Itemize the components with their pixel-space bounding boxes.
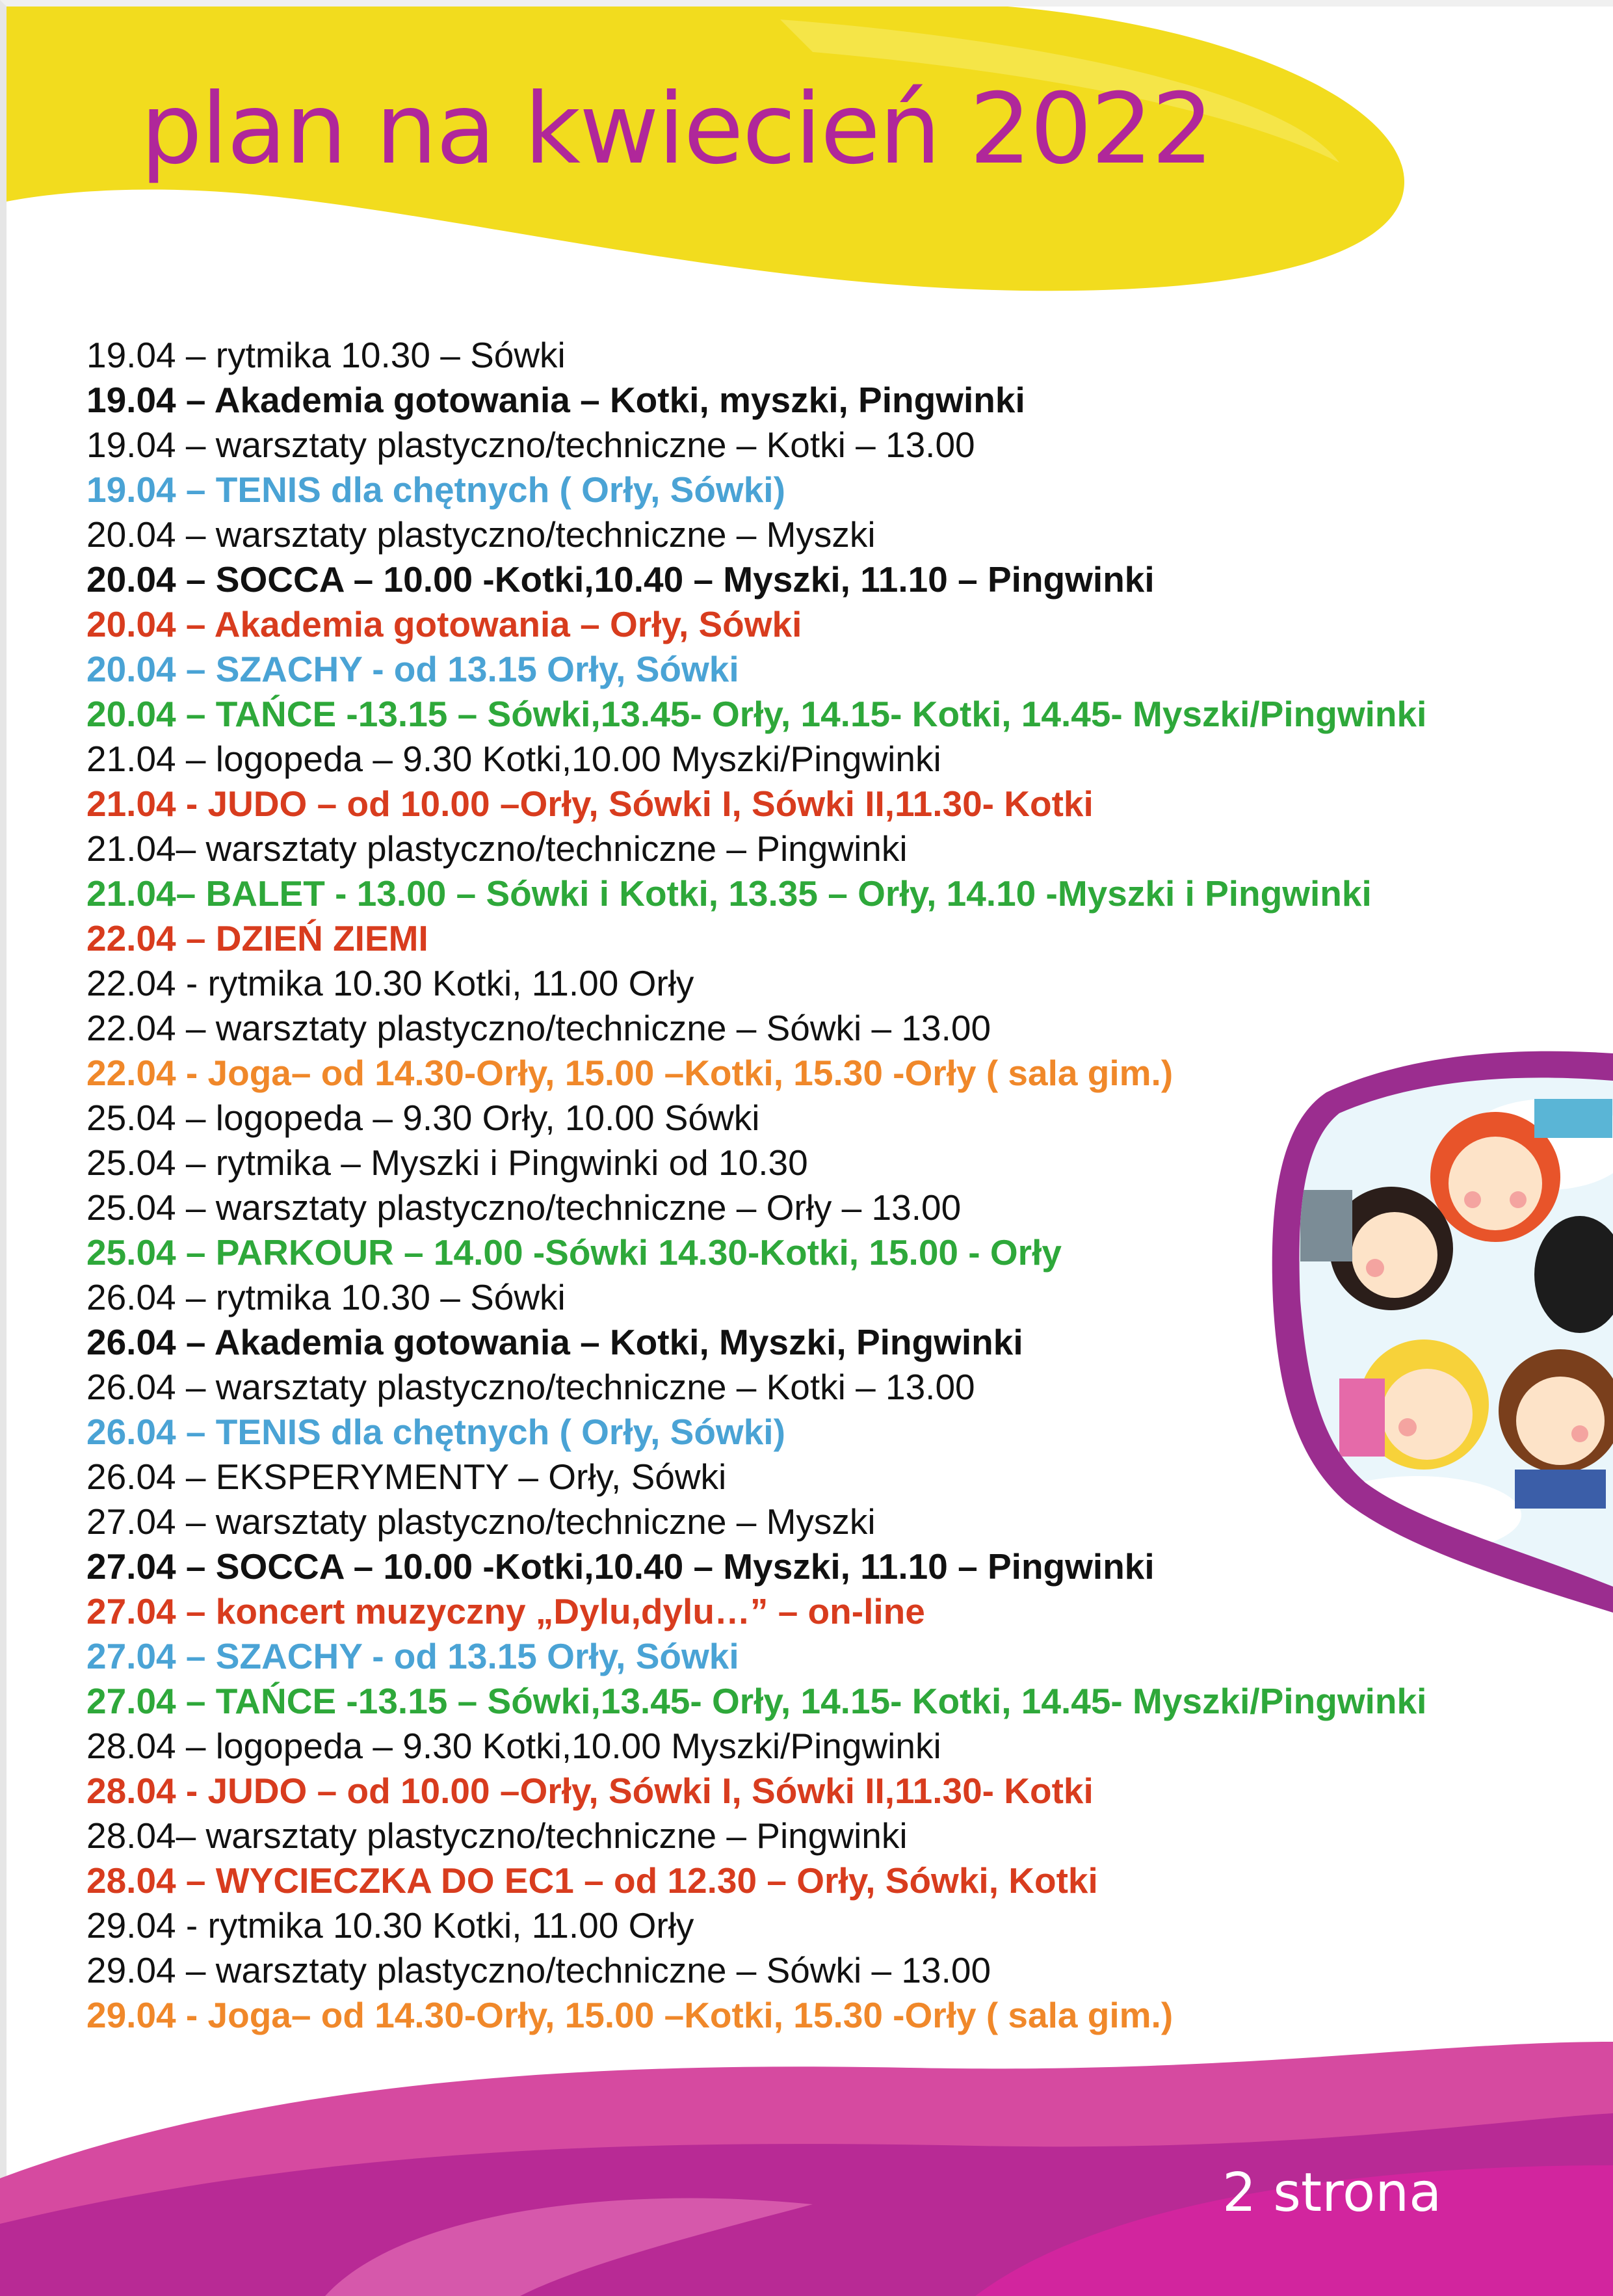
schedule-item: 22.04 – warsztaty plastyczno/techniczne – Sówki – 13.00 — [86, 1008, 991, 1048]
schedule-item: 20.04 – SZACHY - od 13.15 Orły, Sówki — [86, 649, 739, 689]
schedule-item: 28.04– warsztaty plastyczno/techniczne – Pingwinki — [86, 1815, 908, 1856]
schedule-item: 29.04 - rytmika 10.30 Kotki, 11.00 Orły — [86, 1905, 694, 1946]
schedule-item: 28.04 – WYCIECZKA DO EC1 – od 12.30 – Orły, Sówki, Kotki — [86, 1860, 1098, 1901]
schedule-item: 26.04 – TENIS dla chętnych ( Orły, Sówki) — [86, 1412, 785, 1452]
schedule-item: 26.04 – rytmika 10.30 – Sówki — [86, 1277, 566, 1317]
schedule-item: 19.04 – warsztaty plastyczno/techniczne – Kotki – 13.00 — [86, 425, 975, 465]
schedule-item: 22.04 - Joga– od 14.30-Orły, 15.00 –Kotki, 15.30 -Orły ( sala gim.) — [86, 1053, 1174, 1093]
page-number-label: 2 strona — [1222, 2162, 1442, 2224]
schedule-item: 27.04 – TAŃCE -13.15 – Sówki,13.45- Orły, 14.15- Kotki, 14.45- Myszki/Pingwinki — [86, 1681, 1427, 1721]
schedule-item: 26.04 – EKSPERYMENTY – Orły, Sówki — [86, 1457, 727, 1497]
schedule-item: 28.04 - JUDO – od 10.00 –Orły, Sówki I, Sówki II,11.30- Kotki — [86, 1771, 1094, 1811]
schedule-item: 20.04 – TAŃCE -13.15 – Sówki,13.45- Orły, 14.15- Kotki, 14.45- Myszki/Pingwinki — [86, 694, 1427, 734]
schedule-item: 22.04 - rytmika 10.30 Kotki, 11.00 Orły — [86, 963, 694, 1003]
schedule-item: 26.04 – Akademia gotowania – Kotki, Myszki, Pingwinki — [86, 1322, 1023, 1362]
schedule-item: 27.04 – SOCCA – 10.00 -Kotki,10.40 – Myszki, 11.10 – Pingwinki — [86, 1546, 1155, 1587]
schedule-item: 25.04 – PARKOUR – 14.00 -Sówki 14.30-Kotki, 15.00 - Orły — [86, 1232, 1062, 1273]
activity-schedule — [86, 333, 1426, 2038]
schedule-item: 25.04 – warsztaty plastyczno/techniczne – Orły – 13.00 — [86, 1187, 962, 1228]
schedule-item: 26.04 – warsztaty plastyczno/techniczne – Kotki – 13.00 — [86, 1367, 975, 1407]
schedule-item: 19.04 – Akademia gotowania – Kotki, myszki, Pingwinki — [86, 380, 1025, 420]
page-title: plan na kwiecień 2022 — [140, 73, 1213, 186]
schedule-item: 22.04 – DZIEŃ ZIEMI — [86, 918, 428, 958]
schedule-item: 20.04 – warsztaty plastyczno/techniczne – Myszki — [86, 514, 876, 555]
schedule-item: 27.04 – warsztaty plastyczno/techniczne – Myszki — [86, 1501, 876, 1542]
schedule-item: 27.04 – SZACHY - od 13.15 Orły, Sówki — [86, 1636, 739, 1676]
schedule-item: 19.04 – TENIS dla chętnych ( Orły, Sówki) — [86, 469, 785, 510]
schedule-item: 20.04 – Akademia gotowania – Orły, Sówki — [86, 604, 802, 644]
schedule-item: 21.04– warsztaty plastyczno/techniczne – Pingwinki — [86, 828, 908, 869]
schedule-item: 25.04 – logopeda – 9.30 Orły, 10.00 Sówki — [86, 1098, 760, 1138]
schedule-item: 19.04 – rytmika 10.30 – Sówki — [86, 335, 566, 375]
schedule-item: 21.04 - JUDO – od 10.00 –Orły, Sówki I, Sówki II,11.30- Kotki — [86, 784, 1094, 824]
schedule-item: 25.04 – rytmika – Myszki i Pingwinki od 10.30 — [86, 1142, 808, 1183]
schedule-item: 20.04 – SOCCA – 10.00 -Kotki,10.40 – Myszki, 11.10 – Pingwinki — [86, 559, 1155, 600]
schedule-item: 21.04 – logopeda – 9.30 Kotki,10.00 Myszki/Pingwinki — [86, 739, 941, 779]
schedule-item: 21.04– BALET - 13.00 – Sówki i Kotki, 13.35 – Orły, 14.10 -Myszki i Pingwinki — [86, 873, 1372, 914]
schedule-item: 27.04 – koncert muzyczny „Dylu,dylu…” – on-line — [86, 1591, 925, 1631]
schedule-item: 29.04 – warsztaty plastyczno/techniczne – Sówki – 13.00 — [86, 1950, 991, 1990]
schedule-item: 29.04 - Joga– od 14.30-Orły, 15.00 –Kotki, 15.30 -Orły ( sala gim.) — [86, 1995, 1174, 2035]
schedule-item: 28.04 – logopeda – 9.30 Kotki,10.00 Myszki/Pingwinki — [86, 1726, 941, 1766]
